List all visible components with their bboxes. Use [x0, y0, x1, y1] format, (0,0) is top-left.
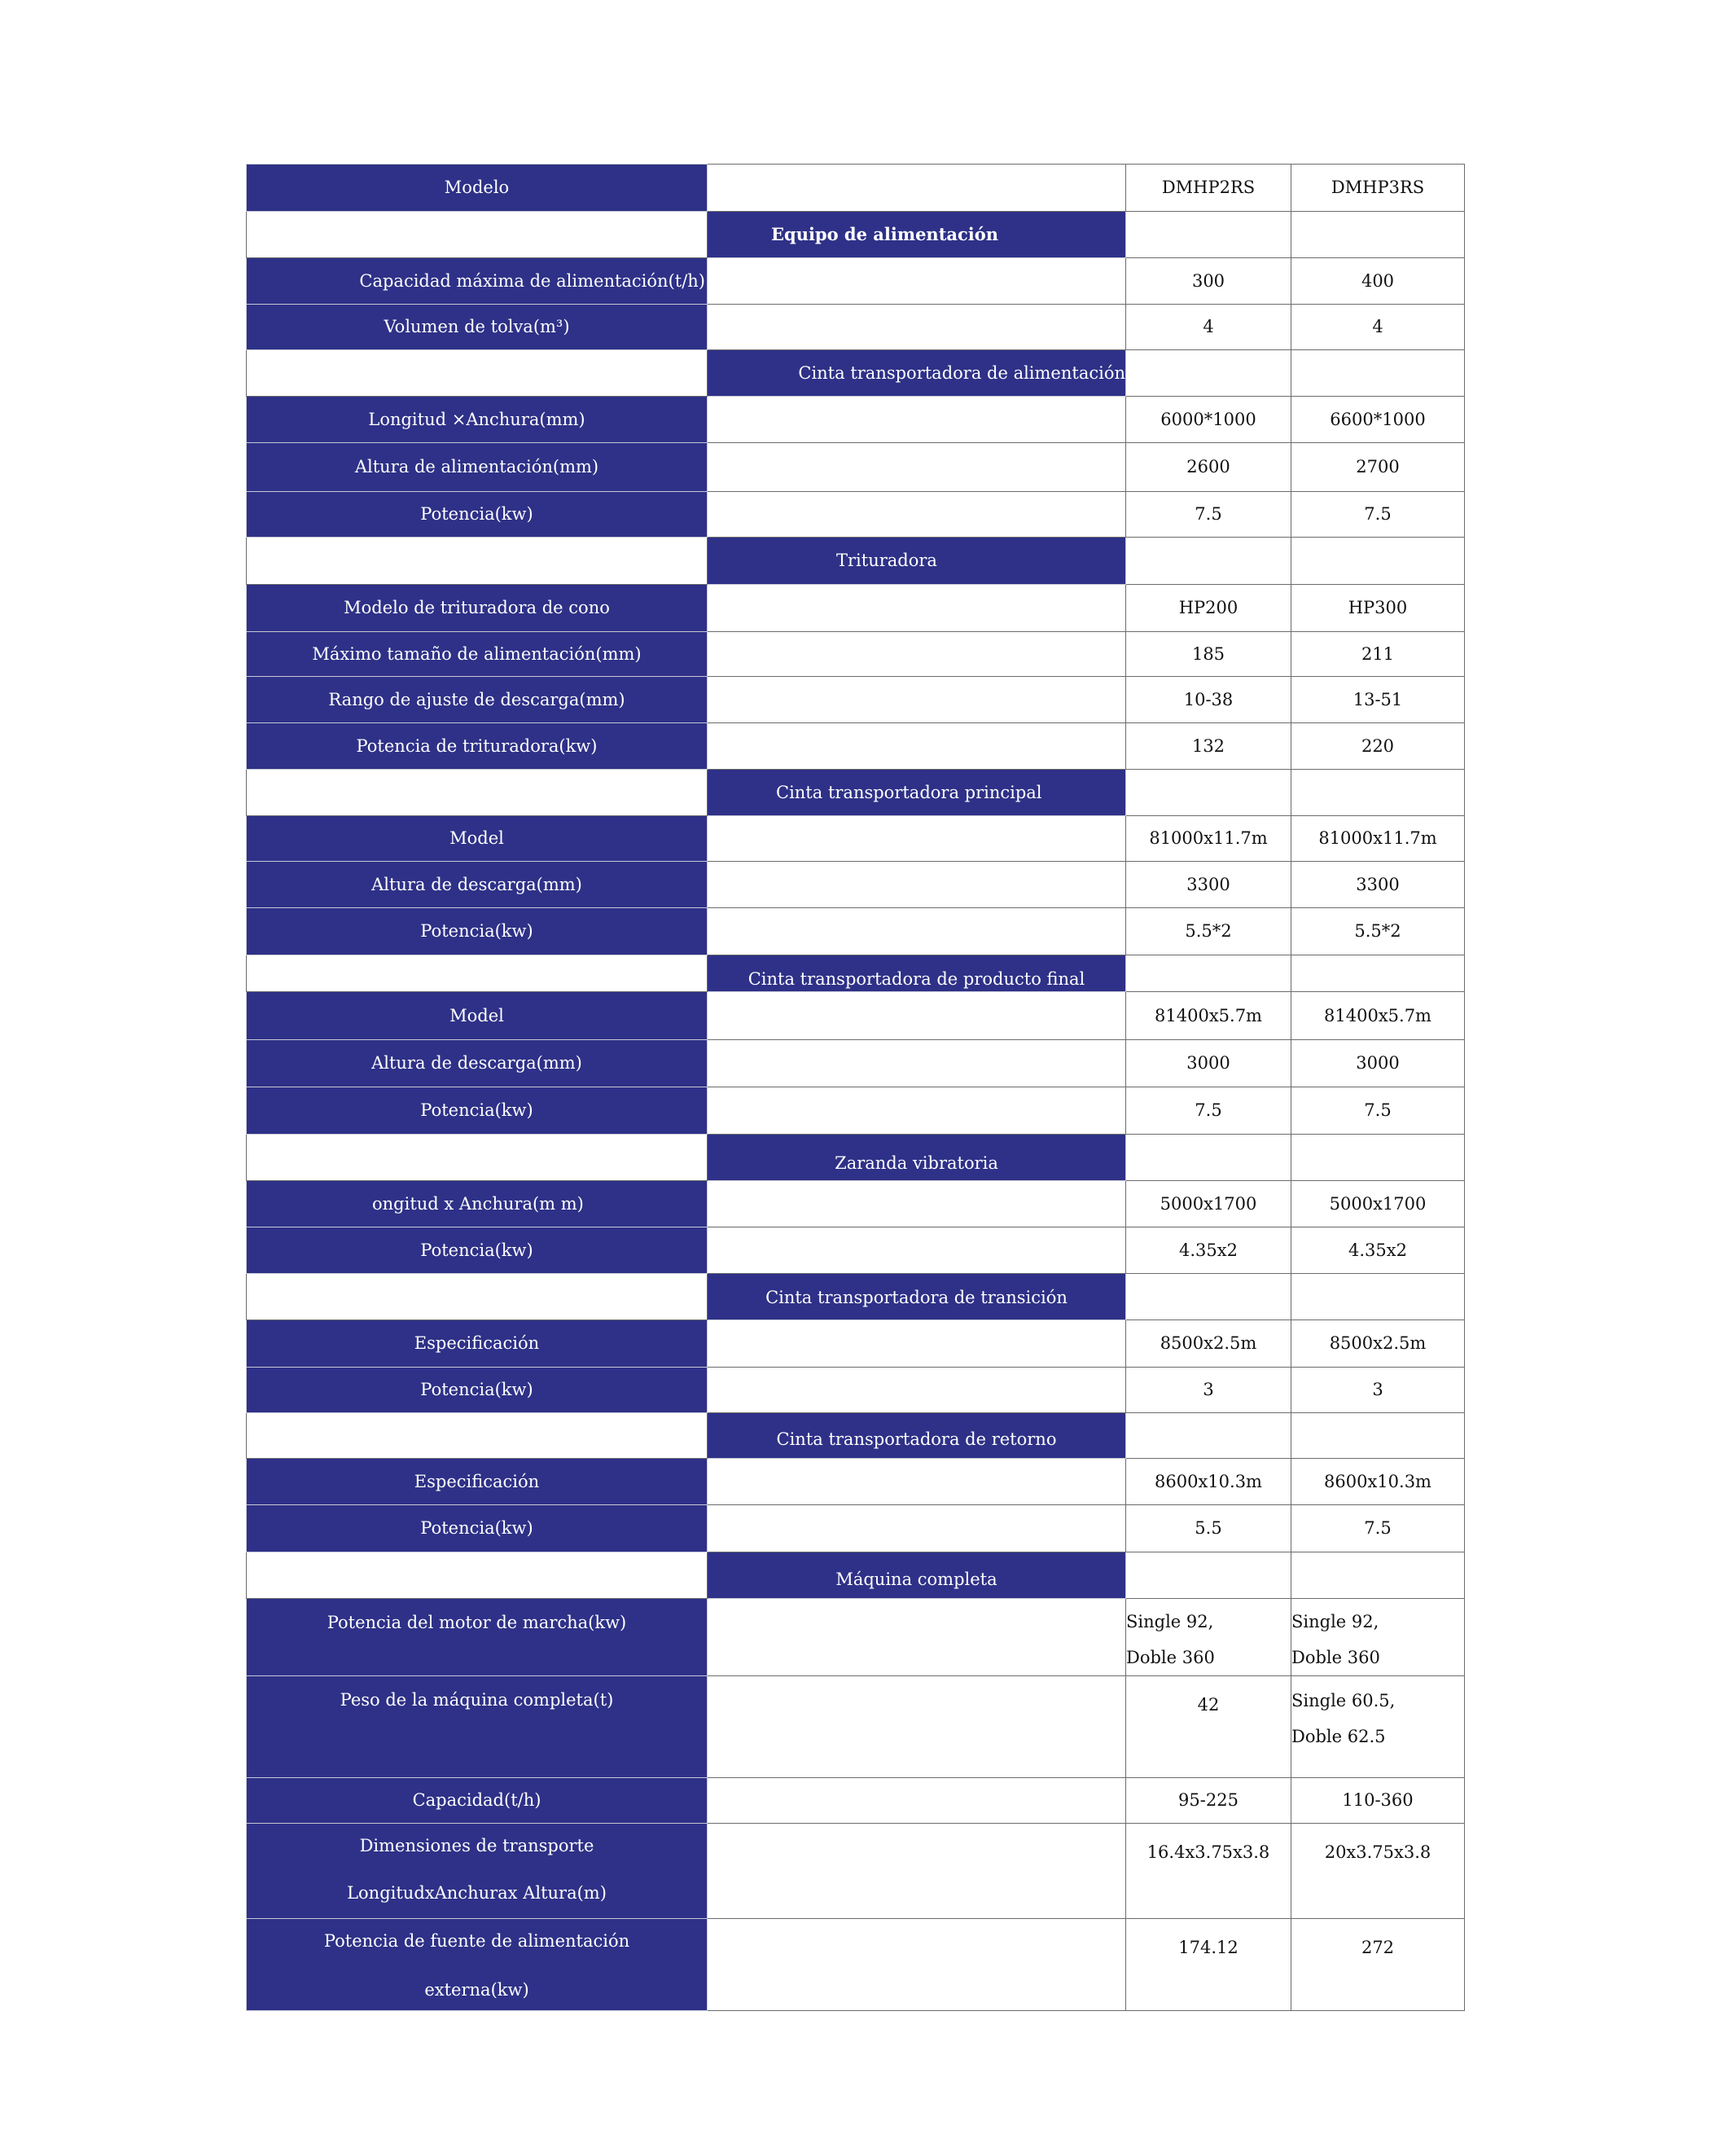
section-row	[247, 770, 1465, 816]
value-a: 4.35x2	[1126, 1227, 1291, 1274]
value-b: 5.5*2	[1291, 908, 1465, 955]
table-row	[247, 1824, 1465, 1919]
section-row	[247, 350, 1465, 397]
table-row	[247, 816, 1465, 862]
row-label: Potencia(kw)	[247, 492, 708, 538]
value-b: 4.35x2	[1291, 1227, 1465, 1274]
table-row	[247, 1676, 1465, 1778]
value-a: 42	[1126, 1676, 1291, 1778]
table-row	[247, 258, 1465, 305]
value-a: 2600	[1126, 443, 1291, 492]
value-b: 110-360	[1291, 1778, 1465, 1824]
row-label-line2: LongitudxAnchurax Altura(m)	[347, 1883, 607, 1903]
row-label: Especificación	[247, 1320, 708, 1368]
row-label: Altura de descarga(mm)	[247, 862, 708, 908]
table-row	[247, 1599, 1465, 1676]
section-row	[247, 1413, 1465, 1459]
model-name-b: DMHP3RS	[1291, 165, 1465, 212]
section-title: Cinta transportadora de producto final	[708, 955, 1126, 992]
value-a: 8600x10.3m	[1126, 1459, 1291, 1505]
value-b-line2: Doble 62.5	[1291, 1727, 1386, 1746]
value-a: 7.5	[1126, 1087, 1291, 1135]
value-b: 7.5	[1291, 492, 1465, 538]
value-b-line2: Doble 360	[1291, 1648, 1380, 1667]
row-label: Capacidad(t/h)	[247, 1778, 708, 1824]
section-title: Cinta transportadora de alimentación	[708, 350, 1126, 397]
value-a: 6000*1000	[1126, 397, 1291, 443]
value-a: 81000x11.7m	[1126, 816, 1291, 862]
table-row	[247, 1778, 1465, 1824]
value-b	[1291, 1676, 1465, 1778]
value-b: 7.5	[1291, 1087, 1465, 1135]
value-a-line2: Doble 360	[1126, 1648, 1215, 1667]
row-label: Potencia(kw)	[247, 1505, 708, 1552]
value-b: 400	[1291, 258, 1465, 305]
row-label-line1: Dimensiones de transporte	[359, 1836, 594, 1855]
value-b: 7.5	[1291, 1505, 1465, 1552]
row-label: Potencia de trituradora(kw)	[247, 723, 708, 770]
section-row	[247, 1274, 1465, 1320]
table-row	[247, 492, 1465, 538]
table-row	[247, 1320, 1465, 1368]
row-label: Altura de alimentación(mm)	[247, 443, 708, 492]
section-title: Cinta transportadora de transición	[708, 1274, 1126, 1320]
row-label: Capacidad máxima de alimentación(t/h)	[247, 258, 708, 305]
row-label: Modelo de trituradora de cono	[247, 585, 708, 632]
header-row	[247, 165, 1465, 212]
section-title: Zaranda vibratoria	[708, 1135, 1126, 1181]
table-row	[247, 1181, 1465, 1227]
table-row	[247, 1505, 1465, 1552]
value-b	[1291, 1599, 1465, 1676]
table-row	[247, 1919, 1465, 2011]
value-a: 10-38	[1126, 677, 1291, 723]
value-a: 3	[1126, 1368, 1291, 1413]
value-b: 81000x11.7m	[1291, 816, 1465, 862]
value-b: 4	[1291, 305, 1465, 350]
row-label: Peso de la máquina completa(t)	[247, 1676, 708, 1778]
table-row	[247, 1368, 1465, 1413]
table-row	[247, 632, 1465, 677]
value-a	[1126, 1599, 1291, 1676]
section-title: Cinta transportadora principal	[708, 770, 1126, 816]
table-row	[247, 1087, 1465, 1135]
row-label-line1: Potencia de fuente de alimentación	[323, 1931, 630, 1951]
model-name-a: DMHP2RS	[1126, 165, 1291, 212]
value-a: 16.4x3.75x3.8	[1126, 1824, 1291, 1919]
value-b: 6600*1000	[1291, 397, 1465, 443]
blank-cell	[708, 165, 1126, 212]
table-row	[247, 305, 1465, 350]
row-label: Potencia(kw)	[247, 908, 708, 955]
model-header-label: Modelo	[247, 165, 708, 212]
value-b: 8500x2.5m	[1291, 1320, 1465, 1368]
value-b: 211	[1291, 632, 1465, 677]
row-label	[247, 1919, 708, 2011]
value-b: 220	[1291, 723, 1465, 770]
value-a: 185	[1126, 632, 1291, 677]
row-label: Potencia(kw)	[247, 1368, 708, 1413]
row-label: Rango de ajuste de descarga(mm)	[247, 677, 708, 723]
section-title: Cinta transportadora de retorno	[708, 1413, 1126, 1459]
section-row	[247, 955, 1465, 992]
section-title: Equipo de alimentación	[708, 212, 1126, 258]
value-a: 132	[1126, 723, 1291, 770]
value-b: 5000x1700	[1291, 1181, 1465, 1227]
row-label: Especificación	[247, 1459, 708, 1505]
table-row	[247, 585, 1465, 632]
row-label: Longitud ×Anchura(mm)	[247, 397, 708, 443]
value-b-line1: Single 92,	[1291, 1612, 1379, 1631]
value-a: 300	[1126, 258, 1291, 305]
value-a: 3000	[1126, 1040, 1291, 1087]
table-row	[247, 677, 1465, 723]
value-b: 3	[1291, 1368, 1465, 1413]
table-row	[247, 397, 1465, 443]
value-a: 81400x5.7m	[1126, 992, 1291, 1040]
value-a: 174.12	[1126, 1919, 1291, 2011]
value-a: HP200	[1126, 585, 1291, 632]
value-b-line1: Single 60.5,	[1291, 1691, 1396, 1710]
row-label: Volumen de tolva(m³)	[247, 305, 708, 350]
value-b: 3300	[1291, 862, 1465, 908]
value-b: 20x3.75x3.8	[1291, 1824, 1465, 1919]
section-row	[247, 1552, 1465, 1599]
row-label: Potencia del motor de marcha(kw)	[247, 1599, 708, 1676]
table-row	[247, 1227, 1465, 1274]
row-label-line2: externa(kw)	[424, 1980, 529, 2000]
value-b: 272	[1291, 1919, 1465, 2011]
row-label: Potencia(kw)	[247, 1227, 708, 1274]
row-label	[247, 1824, 708, 1919]
value-a: 95-225	[1126, 1778, 1291, 1824]
table-row	[247, 908, 1465, 955]
table-row	[247, 1459, 1465, 1505]
section-row	[247, 1135, 1465, 1181]
section-title: Trituradora	[708, 538, 1126, 585]
table-row	[247, 443, 1465, 492]
row-label: Model	[247, 816, 708, 862]
value-a: 8500x2.5m	[1126, 1320, 1291, 1368]
value-a: 5.5	[1126, 1505, 1291, 1552]
section-title: Máquina completa	[708, 1552, 1126, 1599]
value-b: 13-51	[1291, 677, 1465, 723]
value-b: 2700	[1291, 443, 1465, 492]
value-b: HP300	[1291, 585, 1465, 632]
table-row	[247, 1040, 1465, 1087]
row-label: Potencia(kw)	[247, 1087, 708, 1135]
value-a: 5.5*2	[1126, 908, 1291, 955]
section-row	[247, 212, 1465, 258]
section-row	[247, 538, 1465, 585]
table-row	[247, 723, 1465, 770]
value-a: 7.5	[1126, 492, 1291, 538]
table-row	[247, 862, 1465, 908]
value-a: 4	[1126, 305, 1291, 350]
row-label: Altura de descarga(mm)	[247, 1040, 708, 1087]
table-row	[247, 992, 1465, 1040]
row-label: ongitud x Anchura(m m)	[247, 1181, 708, 1227]
value-a-line1: Single 92,	[1126, 1612, 1214, 1631]
value-a: 3300	[1126, 862, 1291, 908]
value-a: 5000x1700	[1126, 1181, 1291, 1227]
value-b: 3000	[1291, 1040, 1465, 1087]
spec-table	[246, 164, 1465, 2011]
value-b: 81400x5.7m	[1291, 992, 1465, 1040]
row-label: Máximo tamaño de alimentación(mm)	[247, 632, 708, 677]
value-b: 8600x10.3m	[1291, 1459, 1465, 1505]
row-label: Model	[247, 992, 708, 1040]
